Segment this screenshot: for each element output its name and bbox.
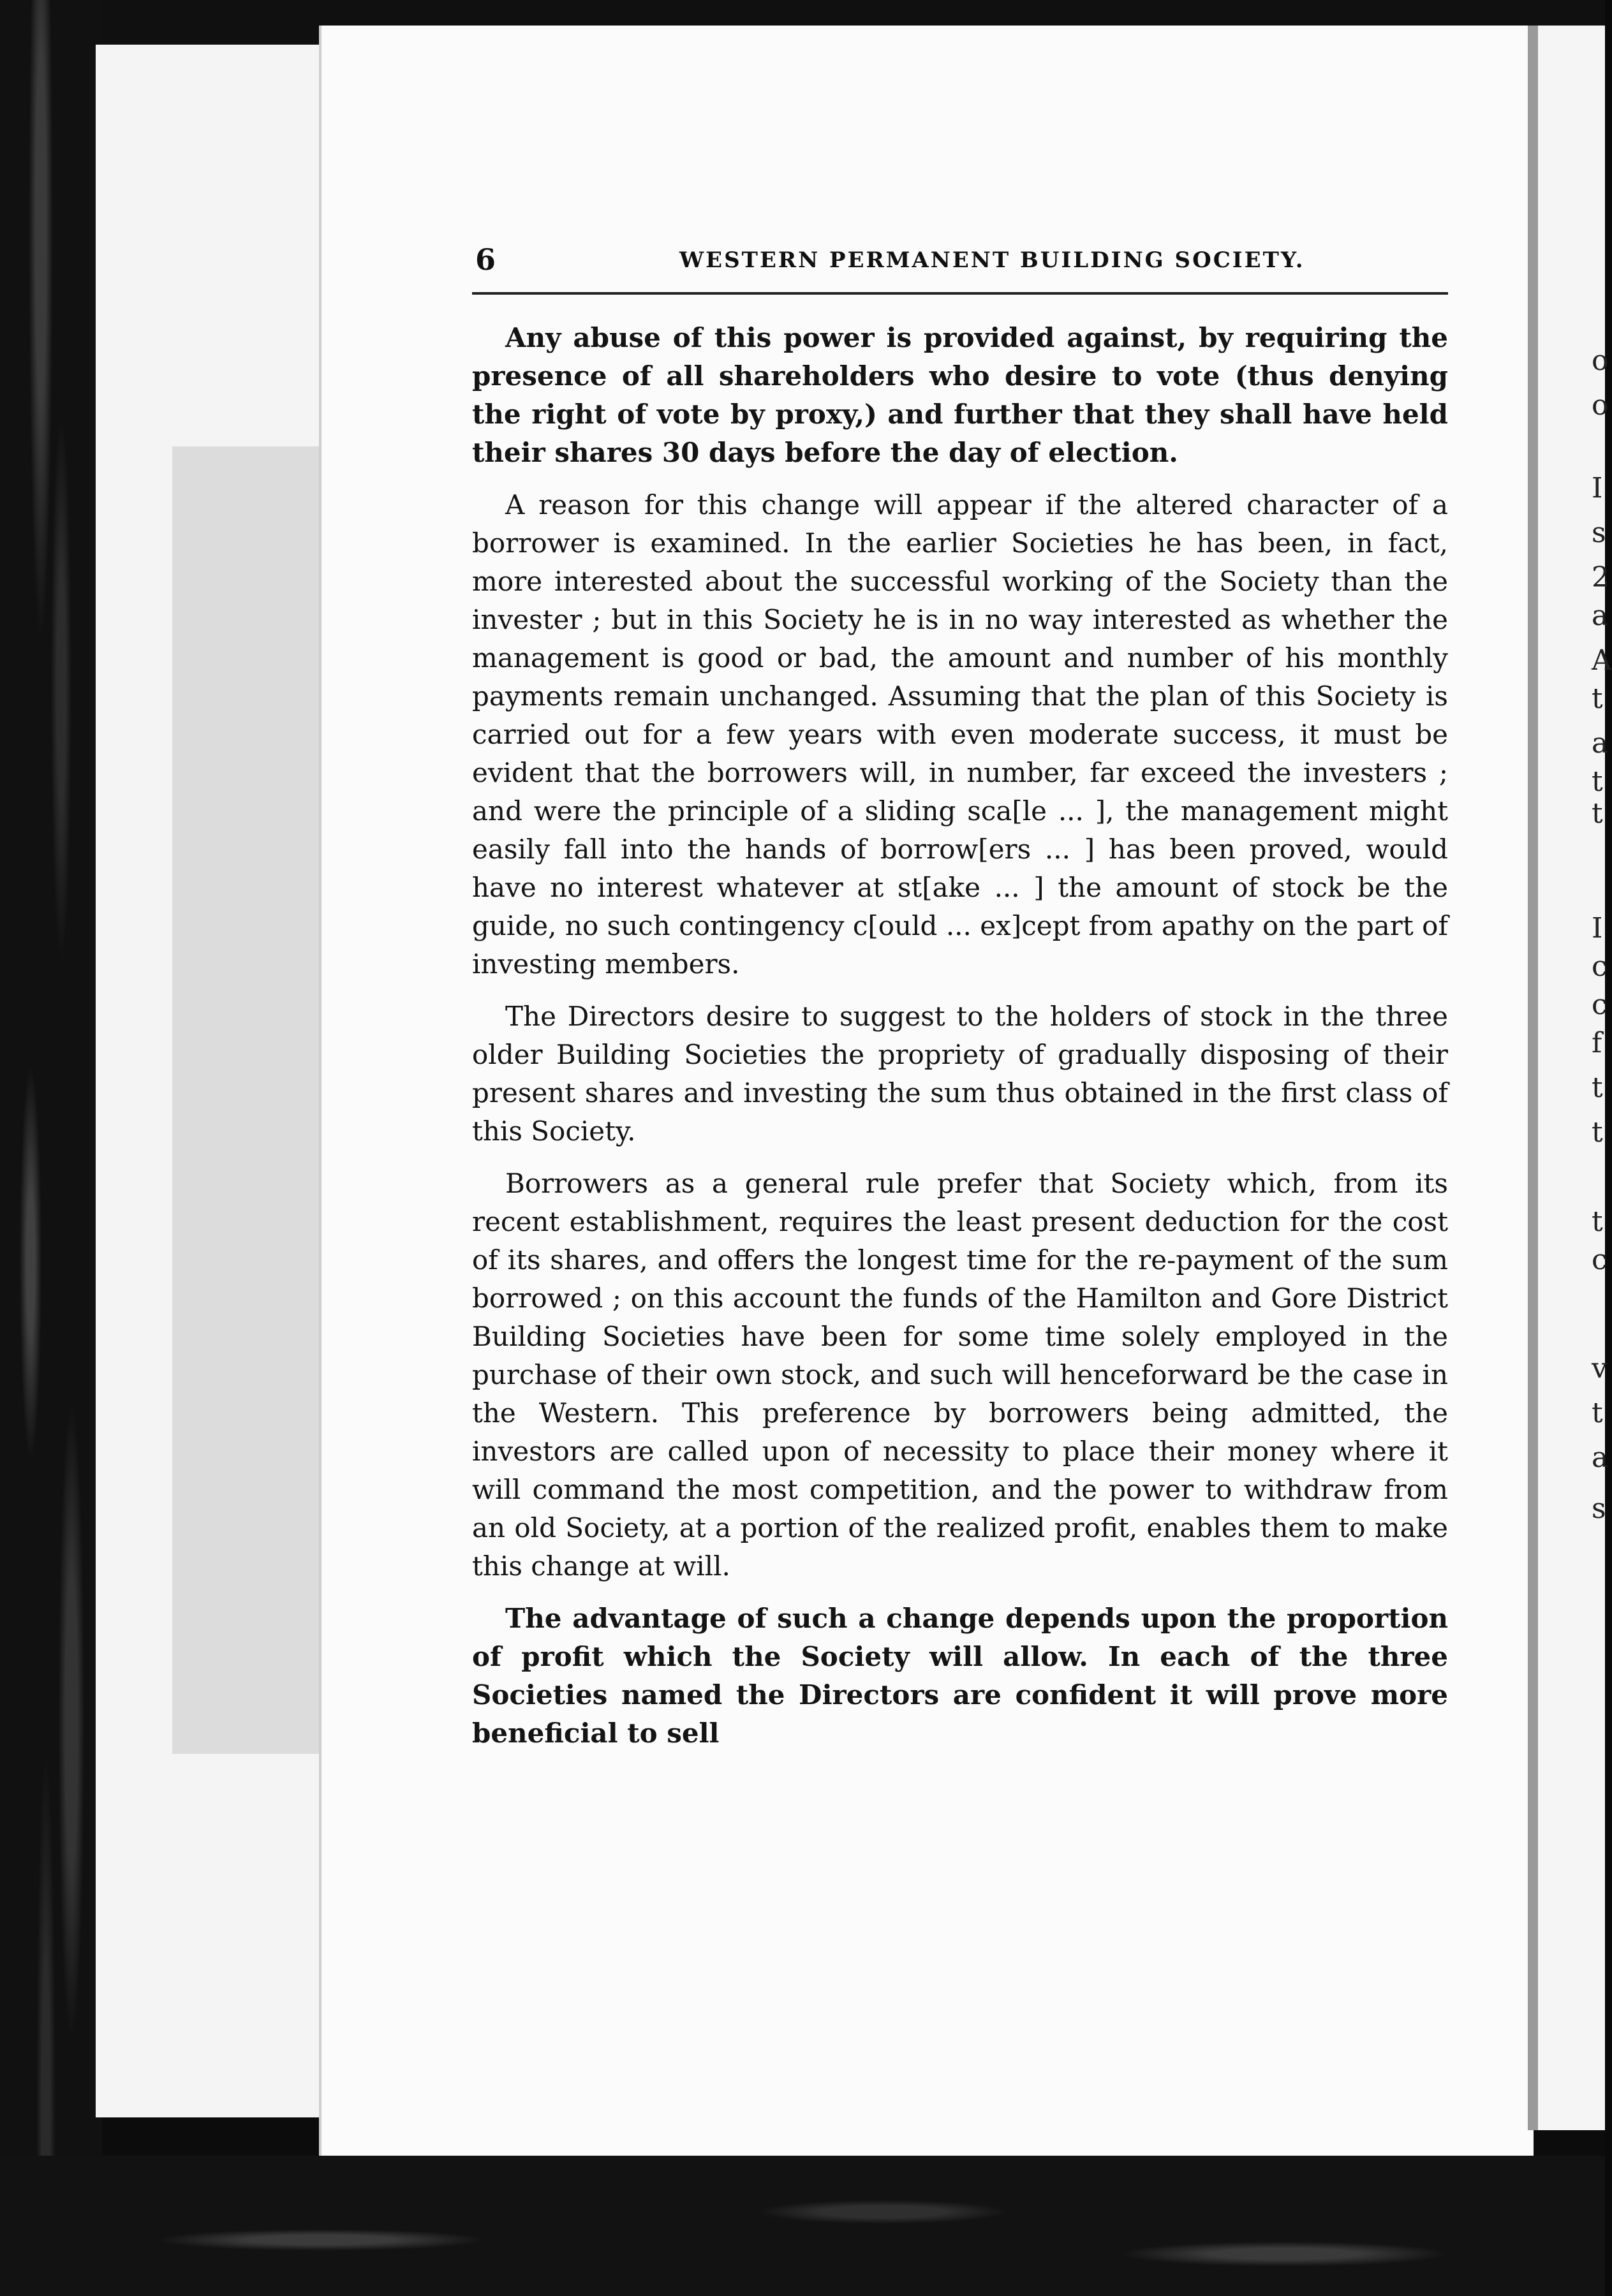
marbled-binding-bottom bbox=[0, 2156, 1605, 2296]
header-rule bbox=[472, 292, 1448, 295]
adjacent-page-letter: a bbox=[1592, 1441, 1609, 1474]
adjacent-page-letter: t bbox=[1592, 682, 1603, 715]
adjacent-page-letter: o bbox=[1592, 389, 1609, 422]
page-gutter-edge bbox=[1528, 26, 1538, 2130]
paragraph: A reason for this change will appear if the altered character of a borrower is examined. In the earlier Societies he has been, in fact, more interested about the successful working of the Society than the invester ; but in this Society he is in no way interested as whether the management is good or bad, the amount and number of his monthly payments remain unchanged. Assuming that the plan of this Society is carried out for a few years with even moderate success, it must be evident that the borrowers will, in number, far exceed the investers ; and were the principle of a sliding sca[le ... ], the management might easily fall into the hands of borrow[ers ... ] has been proved, would have no interest whatever at st[ake ... ] the amount of stock be the guide, no such contingency c[ould ... ex]cept from apathy on the part of investing members. bbox=[472, 489, 1448, 980]
adjacent-page-letter: t bbox=[1592, 765, 1603, 798]
adjacent-page-letter: a bbox=[1592, 727, 1609, 760]
body-text bbox=[472, 319, 1448, 1767]
page-number: 6 bbox=[475, 242, 496, 277]
adjacent-page-letter: v bbox=[1592, 1352, 1608, 1385]
backing-sheet-shadow bbox=[172, 446, 319, 1754]
adjacent-page-letter: I bbox=[1592, 472, 1603, 504]
paragraph: Borrowers as a general rule prefer that Society which, from its recent establishment, requires the least present deduction for the cost of its shares, and offers the longest time for the re-payment of the sum borrowed ; on this account the funds of the Hamilton and Gore District Building Societies have been for some time solely employed in the purchase of their own stock, and such will henceforward be the case in the Western. This preference by borrowers being admitted, the investors are called upon of necessity to place their money where it will command the most competition, and the power to withdraw from an old Society, at a portion of the realized profit, enables them to make this change at will. bbox=[472, 1168, 1448, 1582]
page-header bbox=[475, 242, 1445, 281]
adjacent-page-letter: c bbox=[1592, 1244, 1608, 1276]
adjacent-page-letter: t bbox=[1592, 1116, 1603, 1149]
adjacent-page-letter: t bbox=[1592, 1071, 1603, 1104]
adjacent-page-letter: t bbox=[1592, 1205, 1603, 1238]
paragraph: The advantage of such a change depends upon the proportion of profit which the Society will allow. In each of the three Societies named the Directors are confident it will prove more beneficial to sell bbox=[472, 1603, 1448, 1749]
adjacent-page-letter: s bbox=[1592, 517, 1606, 549]
paragraph: Any abuse of this power is provided against, by requiring the presence of all shareholders who desire to vote (thus denying the right of vote by proxy,) and further that they shall have held their shares 30 days before the day of election. bbox=[472, 322, 1448, 468]
adjacent-page-letter: o bbox=[1592, 344, 1609, 377]
adjacent-page-letter: s bbox=[1592, 1492, 1606, 1525]
adjacent-page-letter: A bbox=[1592, 644, 1612, 677]
running-head: WESTERN PERMANENT BUILDING SOCIETY. bbox=[679, 247, 1305, 273]
adjacent-page-letter: c bbox=[1592, 950, 1608, 983]
paragraph: The Directors desire to suggest to the holders of stock in the three older Building Societies the propriety of gradually disposing of their present shares and investing the sum thus obtained in the first class of this Society. bbox=[472, 1001, 1448, 1147]
adjacent-page-letter: I bbox=[1592, 912, 1603, 945]
adjacent-page-letter: t bbox=[1592, 1397, 1603, 1429]
marbled-binding-left bbox=[0, 0, 102, 2296]
adjacent-page-letter: a bbox=[1592, 600, 1609, 632]
adjacent-page-letter: t bbox=[1592, 797, 1603, 830]
adjacent-page-letter: c bbox=[1592, 989, 1608, 1021]
adjacent-page-letter: f bbox=[1592, 1027, 1602, 1059]
adjacent-page-letter: 2 bbox=[1592, 561, 1609, 594]
